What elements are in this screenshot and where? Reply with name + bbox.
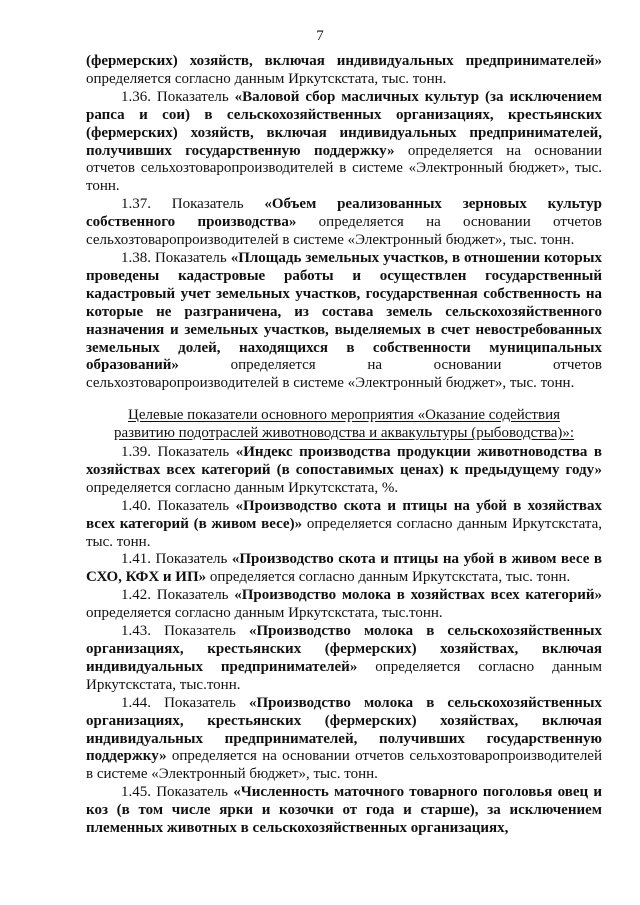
indicator-name: (фермерских) хозяйств, включая индивидуальных предпринимателей» <box>86 53 602 69</box>
indicator-text: определяется согласно данным Иркутскстата, тыс. тонн. <box>206 569 571 586</box>
indicator-text: 1.37. Показатель <box>121 196 265 213</box>
indicator-text: 1.43. Показатель <box>121 623 249 640</box>
indicator-text: определяется согласно данным Иркутскстата, тыс. тонн. <box>86 70 447 87</box>
indicator-name: «Валовой сбор масличных культур (за исключением рапса и сои) в сельскохозяйственных организациях, крестьянских (фермерских) хозяйств, включая индивидуальных предпринимателей, получивших государственную поддержку» <box>86 88 602 159</box>
indicator-name: «Объем реализованных зерновых культур собственного производства» <box>86 196 602 231</box>
indicator-text: определяется на основании отчетов сельхозтоваропроизводителей в системе «Электронный бюджет», тыс. тонн. <box>86 357 602 392</box>
section-heading-line-2: развитию подотраслей животноводства и аквакультуры (рыбоводства)»: <box>113 425 575 442</box>
indicator-paragraph <box>86 196 602 250</box>
page-number: 7 <box>316 28 324 44</box>
indicator-list-crops <box>86 53 602 393</box>
indicator-text: 1.40. Показатель <box>121 497 236 514</box>
indicator-text: 1.36. Показатель <box>121 88 235 105</box>
indicator-text: определяется на основании отчетов сельхозтоваропроизводителей в системе «Электронный бюджет», тыс. тонн. <box>86 748 602 783</box>
indicator-text: 1.45. Показатель <box>121 784 234 801</box>
indicator-name: «Производство скота и птицы на убой в живом весе в СХО, КФХ и ИП» <box>86 551 602 586</box>
indicator-text: определяется согласно данным Иркутскстата, %. <box>86 479 399 496</box>
indicator-paragraph <box>86 784 602 838</box>
indicator-list-livestock <box>86 444 602 838</box>
indicator-paragraph <box>86 444 602 498</box>
indicator-name: «Численность маточного товарного поголовья овец и коз (в том числе ярки и козочки от года и старше), за исключением племенных животных в сельскохозяйственных организациях, <box>86 784 602 837</box>
indicator-text: 1.39. Показатель <box>121 444 236 461</box>
indicator-text: 1.38. Показатель <box>121 249 231 266</box>
indicator-text: 1.41. Показатель <box>121 551 232 568</box>
indicator-paragraph <box>86 498 602 552</box>
indicator-paragraph <box>86 53 602 89</box>
indicator-name: «Производство скота и птицы на убой в хозяйствах всех категорий (в живом весе)» <box>86 497 602 532</box>
document-body <box>86 53 602 838</box>
indicator-paragraph <box>86 587 602 623</box>
indicator-paragraph <box>86 250 602 393</box>
indicator-text: определяется согласно данным Иркутскстата, тыс.тонн. <box>86 605 443 622</box>
indicator-paragraph <box>86 695 602 785</box>
indicator-text: определяется согласно данным Иркутскстата, тыс.тонн. <box>86 658 602 693</box>
indicator-text: 1.42. Показатель <box>121 587 235 604</box>
indicator-name: «Производство молока в сельскохозяйственных организациях, крестьянских (фермерских) хозяйствах, включая индивидуальных предпринимателей, получивших государственную поддержку» <box>86 694 602 765</box>
indicator-name: «Индекс производства продукции животноводства в хозяйствах всех категорий (в сопоставимых ценах) к предыдущему году» <box>86 444 602 478</box>
section-heading-line-1: Целевые показатели основного мероприятия «Оказание содействия <box>127 407 560 424</box>
indicator-text: определяется согласно данным Иркутскстата, тыс. тонн. <box>86 515 602 550</box>
indicator-text: определяется на основании отчетов сельхозтоваропроизводителей в системе «Электронный бюджет», тыс. тонн. <box>86 142 602 195</box>
indicator-name: «Производство молока в сельскохозяйственных организациях, крестьянских (фермерских) хозяйствах, включая индивидуальных предпринимателей» <box>86 623 602 675</box>
indicator-paragraph <box>86 551 602 587</box>
indicator-name: «Площадь земельных участков, в отношении которых проведены кадастровые работы и осуществлен государственный кадастровый учет земельных участков, государственная собственность на которые не разграничена, из состава земель сельскохозяйственного назначения и земельных участков, выделяемых в счет невостребованных земельных долей, находящихся в собственности муниципальных образований» <box>86 249 602 374</box>
indicator-text: 1.44. Показатель <box>121 694 249 711</box>
section-heading <box>86 407 602 443</box>
indicator-text: определяется на основании отчетов сельхозтоваропроизводителей в системе «Электронный бюджет», тыс. тонн. <box>86 214 602 249</box>
indicator-paragraph <box>86 623 602 695</box>
indicator-paragraph <box>86 89 602 196</box>
indicator-name: «Производство молока в хозяйствах всех категорий» <box>234 587 602 604</box>
